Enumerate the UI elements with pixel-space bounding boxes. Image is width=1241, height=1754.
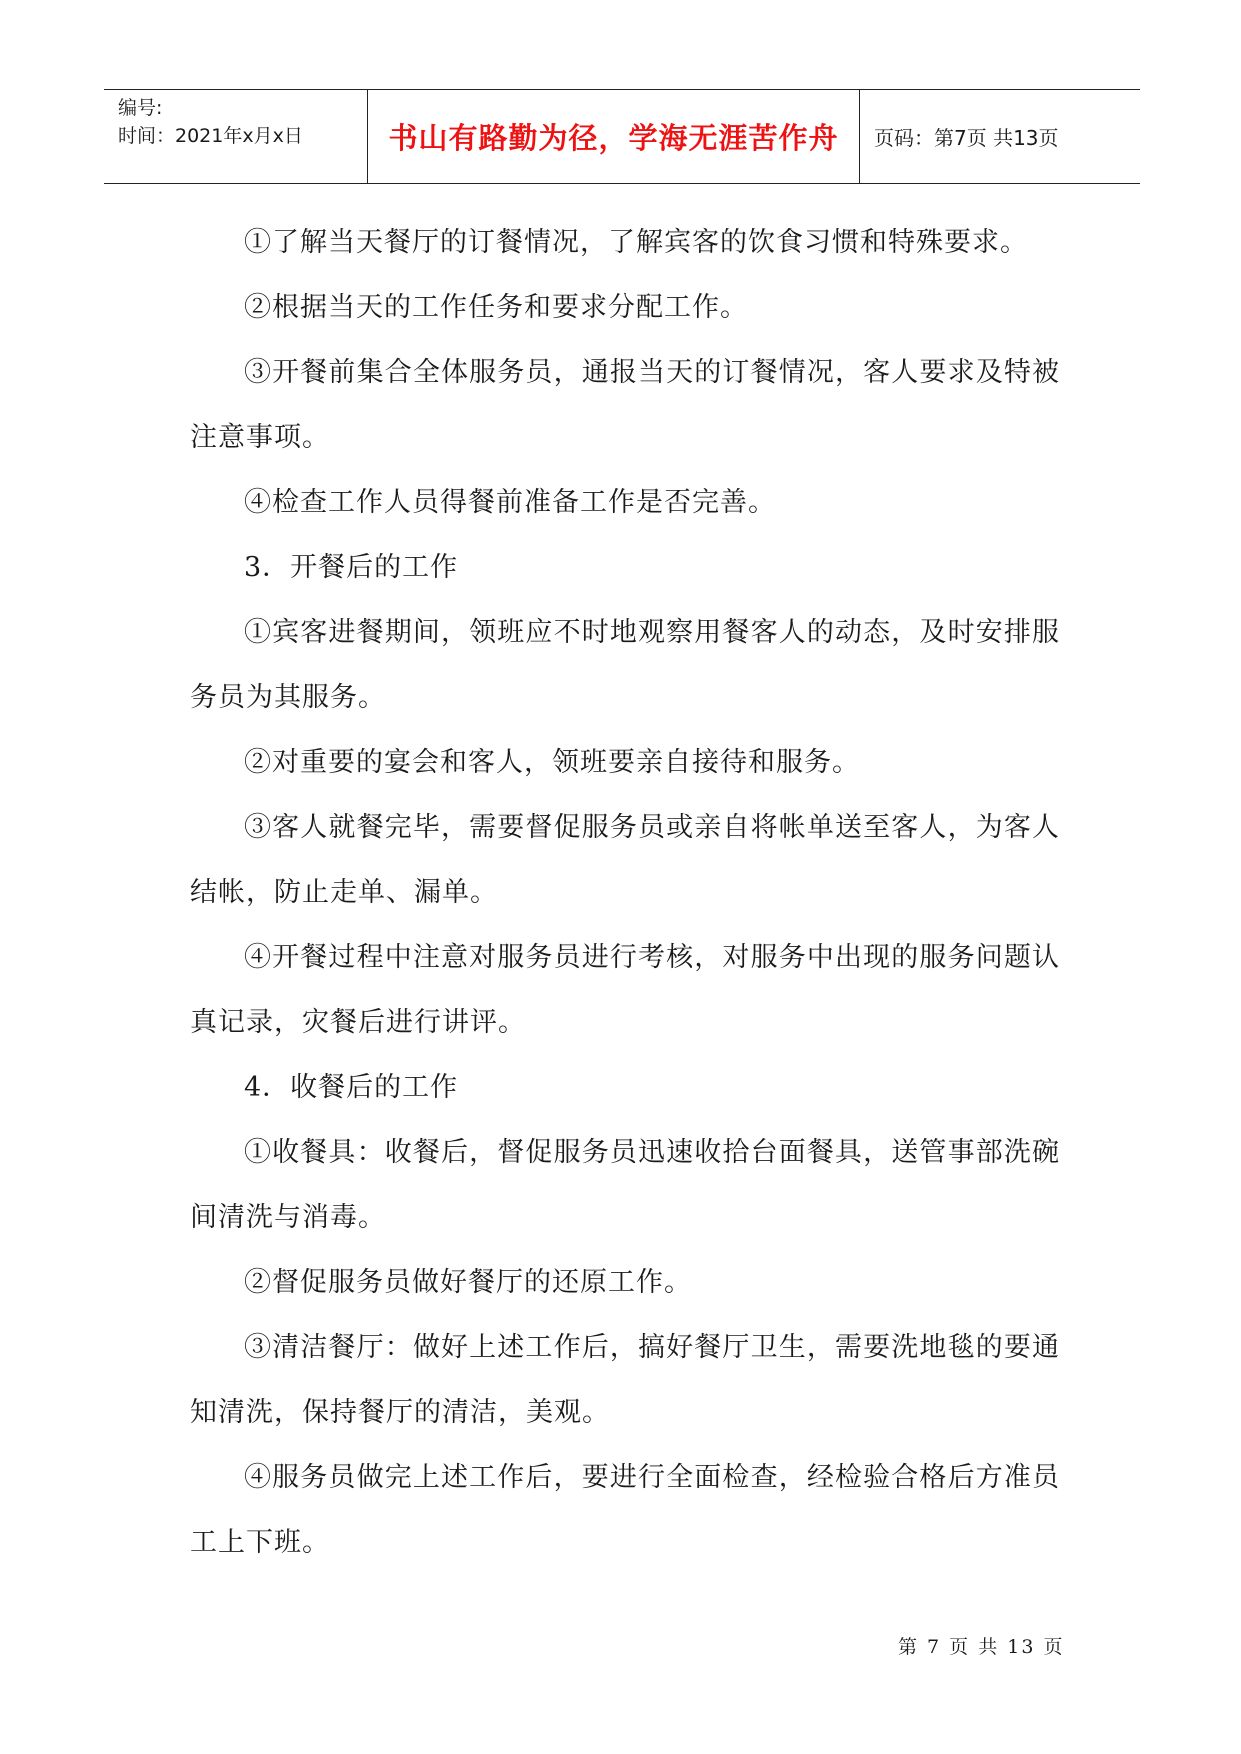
paragraph: ①了解当天餐厅的订餐情况，了解宾客的饮食习惯和特殊要求。	[244, 227, 1028, 258]
paragraph: ②对重要的宴会和客人，领班要亲自接待和服务。	[244, 747, 860, 778]
time-label: 时间：2021年x月x日	[118, 125, 303, 147]
paragraph: ②根据当天的工作任务和要求分配工作。	[244, 292, 748, 323]
section-heading: 4．收餐后的工作	[244, 1072, 459, 1103]
header-meta	[104, 90, 368, 183]
paragraph: ③清洁餐厅：做好上述工作后，搞好餐厅卫生，需要洗地毯的要通知清洗，保持餐厅的清洁，美观。	[190, 1332, 1060, 1428]
paragraph: ④开餐过程中注意对服务员进行考核，对服务中出现的服务问题认真记录，灾餐后进行讲评。	[190, 942, 1060, 1038]
header-page-code: 页码：第7页 共13页	[874, 126, 1059, 150]
paragraph: ①收餐具：收餐后，督促服务员迅速收拾台面餐具，送管事部洗碗间清洗与消毒。	[190, 1137, 1060, 1233]
paragraph: ④检查工作人员得餐前准备工作是否完善。	[244, 487, 776, 518]
document-header	[104, 89, 1140, 184]
header-motto: 书山有路勤为径，学海无涯苦作舟	[368, 90, 860, 183]
section-heading: 3．开餐后的工作	[244, 552, 459, 583]
paragraph: ②督促服务员做好餐厅的还原工作。	[244, 1267, 692, 1298]
document-body	[190, 210, 1060, 1575]
paragraph: ①宾客进餐期间，领班应不时地观察用餐客人的动态，及时安排服务员为其服务。	[190, 617, 1060, 713]
paragraph: ③开餐前集合全体服务员，通报当天的订餐情况，客人要求及特被注意事项。	[190, 357, 1060, 453]
number-label: 编号:	[118, 97, 163, 119]
paragraph: ③客人就餐完毕，需要督促服务员或亲自将帐单送至客人，为客人结帐，防止走单、漏单。	[190, 812, 1060, 908]
page-footer: 第 7 页 共 13 页	[898, 1636, 1065, 1658]
paragraph: ④服务员做完上述工作后，要进行全面检查，经检验合格后方准员工上下班。	[190, 1462, 1060, 1558]
